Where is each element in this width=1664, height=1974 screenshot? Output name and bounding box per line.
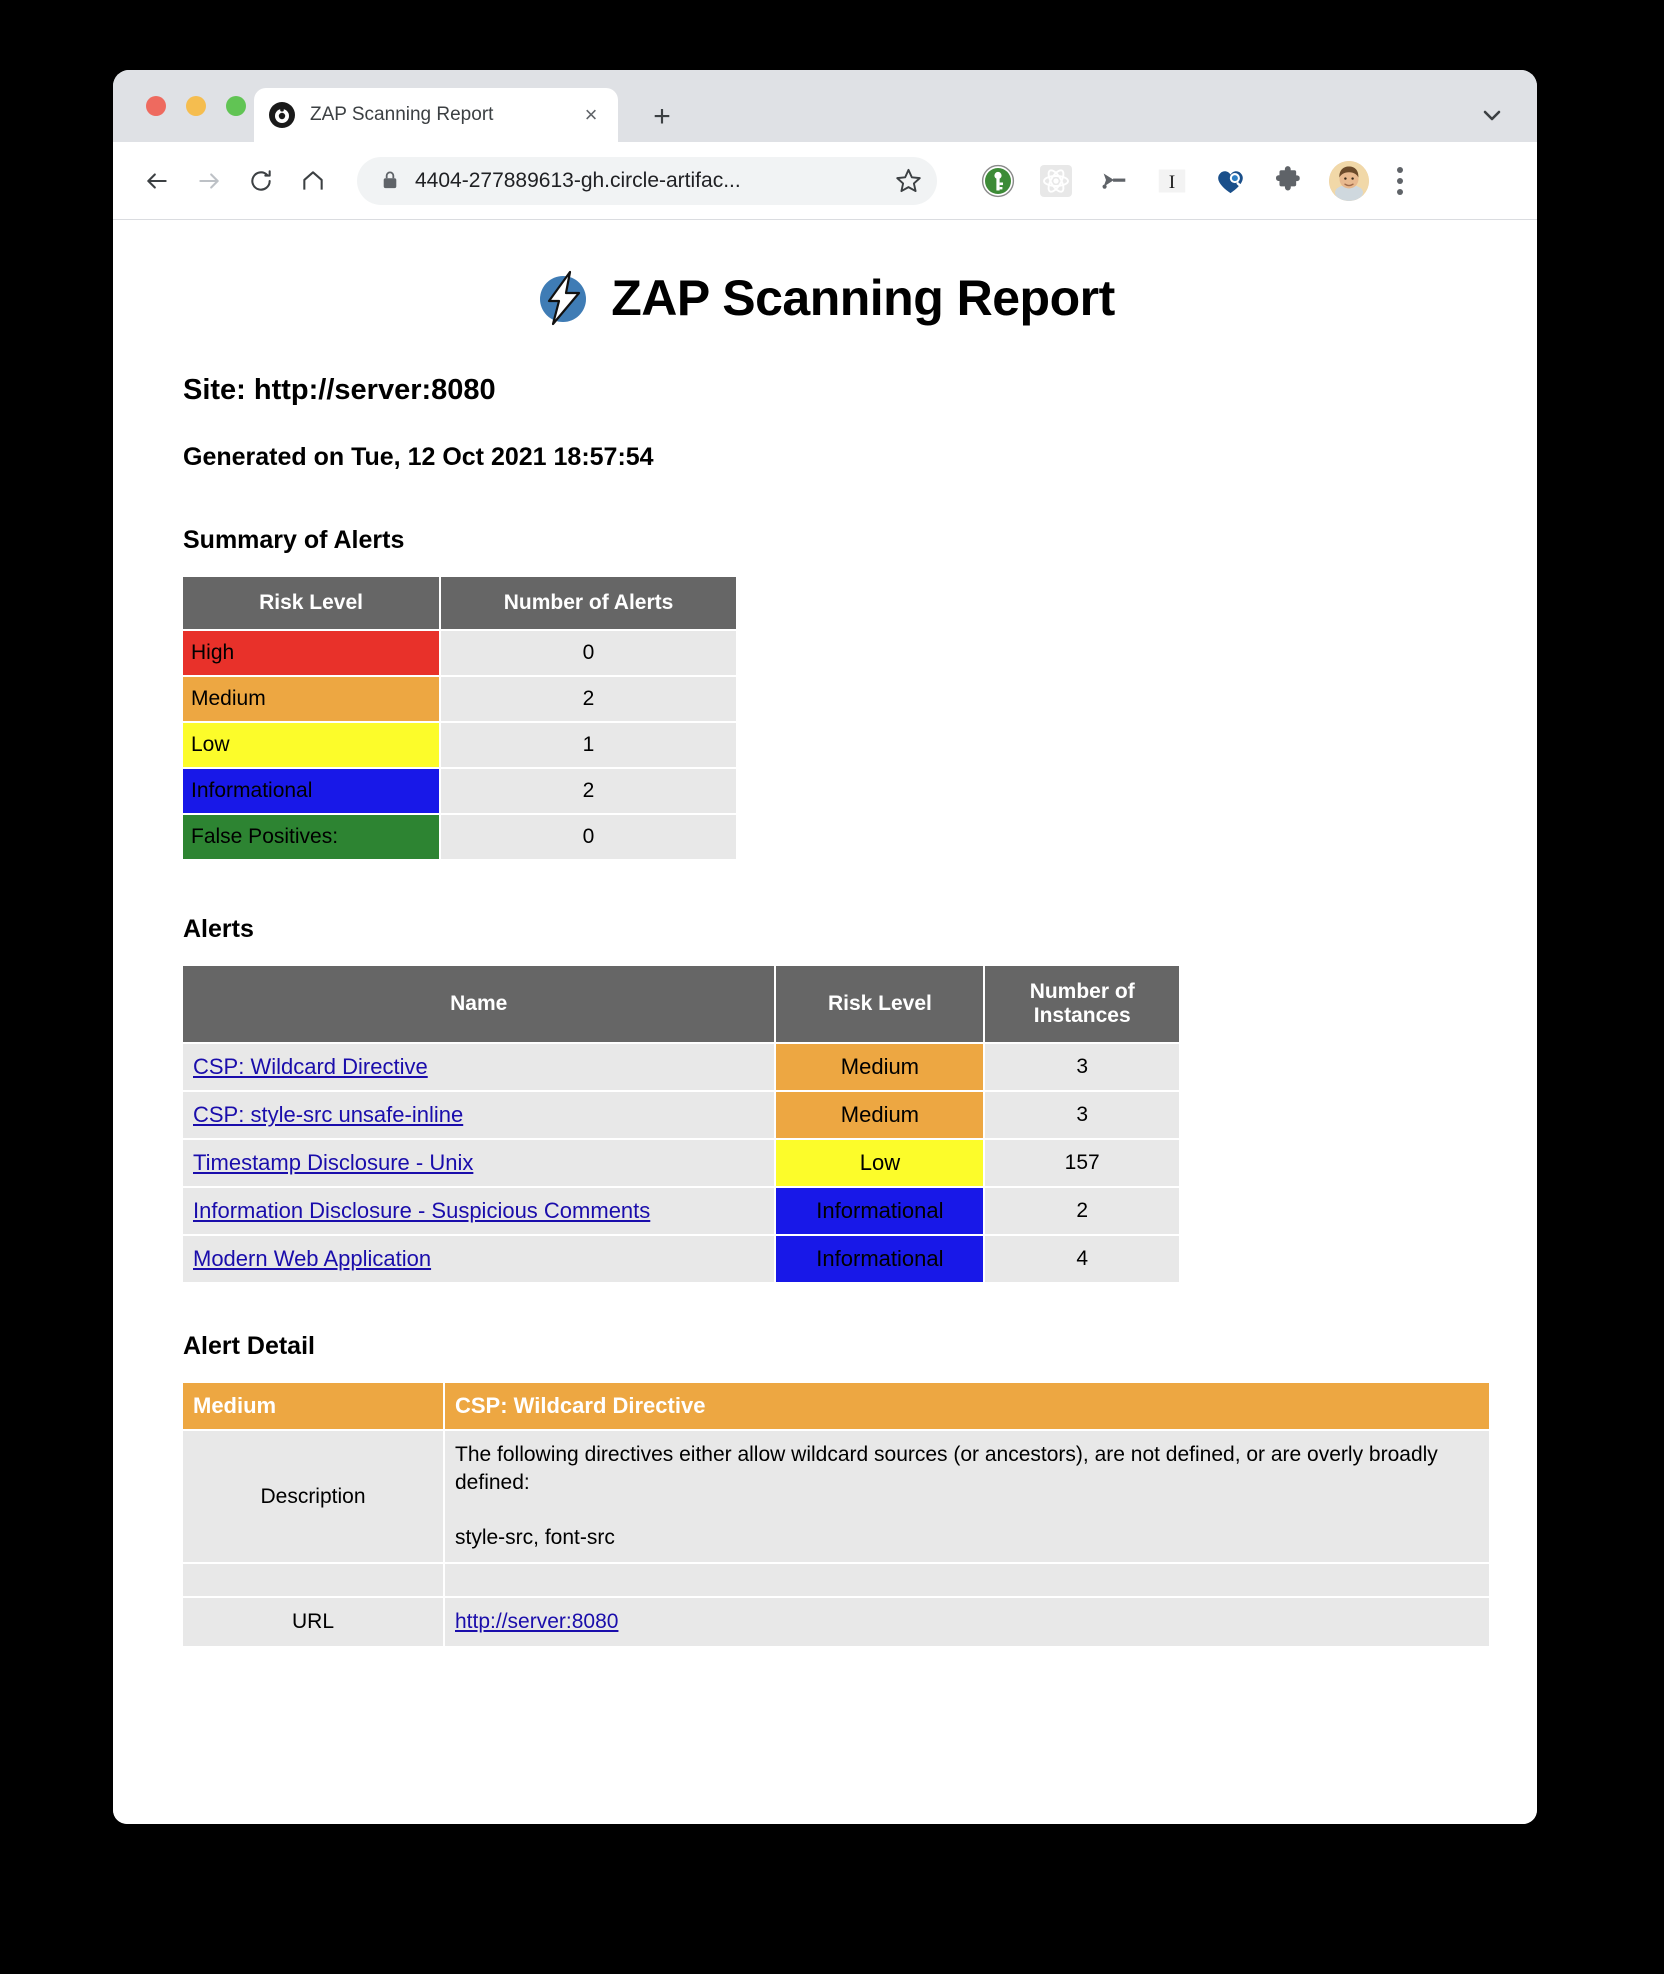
count-cell-false-positives: 0 bbox=[441, 815, 736, 859]
description-label: Description bbox=[183, 1431, 443, 1562]
spacer-cell-right bbox=[445, 1564, 1489, 1596]
table-row bbox=[183, 723, 736, 767]
alert-name-cell bbox=[183, 1140, 774, 1186]
risk-cell-high: High bbox=[183, 631, 439, 675]
site-heading: Site: http://server:8080 bbox=[183, 374, 496, 406]
alert-risk-cell: Informational bbox=[776, 1188, 983, 1234]
summary-header-number-of-alerts: Number of Alerts bbox=[441, 577, 736, 629]
alert-link-csp-wildcard-directive[interactable]: CSP: Wildcard Directive bbox=[193, 1054, 428, 1079]
alert-risk-cell: Low bbox=[776, 1140, 983, 1186]
alerts-heading: Alerts bbox=[183, 915, 254, 943]
browser-window bbox=[113, 70, 1537, 1824]
avatar[interactable] bbox=[1329, 161, 1369, 201]
table-row bbox=[183, 631, 736, 675]
italic-i-icon[interactable] bbox=[1150, 159, 1194, 203]
alert-risk-cell: Medium bbox=[776, 1092, 983, 1138]
risk-cell-low: Low bbox=[183, 723, 439, 767]
reload-button[interactable] bbox=[239, 159, 283, 203]
chevron-down-icon[interactable] bbox=[1477, 100, 1507, 130]
home-button[interactable] bbox=[291, 159, 335, 203]
three-dot-menu-icon[interactable] bbox=[1385, 161, 1415, 201]
react-devtools-icon[interactable] bbox=[1034, 159, 1078, 203]
window-controls bbox=[146, 96, 246, 116]
table-row bbox=[183, 1188, 1179, 1234]
description-text: The following directives either allow wildcard sources (or ancestors), are not defined, or are overly broadly defined: bbox=[455, 1443, 1438, 1495]
url-label: URL bbox=[183, 1598, 443, 1646]
heart-search-icon[interactable] bbox=[1208, 159, 1252, 203]
generated-heading: Generated on Tue, 12 Oct 2021 18:57:54 bbox=[183, 443, 654, 471]
table-row bbox=[183, 1236, 1179, 1282]
close-tab-icon[interactable]: × bbox=[584, 102, 598, 127]
alert-name-cell bbox=[183, 1044, 774, 1090]
alert-risk-cell: Medium bbox=[776, 1044, 983, 1090]
alert-detail-url-row bbox=[183, 1598, 1489, 1646]
risk-cell-informational: Informational bbox=[183, 769, 439, 813]
table-header-row bbox=[183, 966, 1179, 1042]
browser-toolbar bbox=[113, 142, 1537, 220]
table-row bbox=[183, 815, 736, 859]
alert-name-cell bbox=[183, 1092, 774, 1138]
forward-button[interactable] bbox=[187, 159, 231, 203]
back-button[interactable] bbox=[135, 159, 179, 203]
alert-name-cell bbox=[183, 1236, 774, 1282]
description-value bbox=[445, 1431, 1489, 1562]
alert-link-modern-web-application[interactable]: Modern Web Application bbox=[193, 1246, 432, 1271]
alert-instances-cell: 157 bbox=[985, 1140, 1179, 1186]
alert-link-information-disclosure-suspicious-comments[interactable]: Information Disclosure - Suspicious Comments bbox=[193, 1198, 651, 1223]
tab-title: ZAP Scanning Report bbox=[310, 104, 494, 125]
summary-header-risk-level: Risk Level bbox=[183, 577, 439, 629]
new-tab-button[interactable]: + bbox=[653, 100, 671, 133]
alerts-header-risk-level: Risk Level bbox=[776, 966, 983, 1042]
table-row bbox=[183, 769, 736, 813]
alerts-table bbox=[181, 964, 1181, 1284]
report-header bbox=[153, 268, 1497, 328]
alert-detail-name: CSP: Wildcard Directive bbox=[445, 1383, 1489, 1429]
zap-favicon-icon bbox=[268, 101, 296, 129]
wrench-icon[interactable] bbox=[1092, 159, 1136, 203]
spacer-cell-left bbox=[183, 1564, 443, 1596]
risk-cell-medium: Medium bbox=[183, 677, 439, 721]
risk-cell-false-positives: False Positives: bbox=[183, 815, 439, 859]
browser-tab[interactable] bbox=[254, 88, 618, 142]
table-row bbox=[183, 1044, 1179, 1090]
alert-detail-description-row bbox=[183, 1431, 1489, 1562]
extension-icons bbox=[969, 159, 1415, 203]
alert-detail-header-row bbox=[183, 1383, 1489, 1429]
page-content bbox=[113, 220, 1537, 1824]
puzzle-piece-icon[interactable] bbox=[1266, 159, 1310, 203]
alert-detail-heading: Alert Detail bbox=[183, 1332, 315, 1360]
description-directives: style-src, font-src bbox=[455, 1525, 615, 1549]
table-header-row bbox=[183, 577, 736, 629]
alert-detail-risk: Medium bbox=[183, 1383, 443, 1429]
summary-of-alerts-table bbox=[181, 575, 738, 861]
url-text: 4404-277889613-gh.circle-artifac... bbox=[415, 168, 741, 192]
keepass-key-icon[interactable] bbox=[976, 159, 1020, 203]
maximize-window-button[interactable] bbox=[226, 96, 246, 116]
alerts-header-number-of-instances bbox=[985, 966, 1179, 1042]
alert-link-csp-style-src-unsafe-inline[interactable]: CSP: style-src unsafe-inline bbox=[193, 1102, 464, 1127]
count-cell-medium: 2 bbox=[441, 677, 736, 721]
url-value-cell bbox=[445, 1598, 1489, 1646]
alert-instances-cell: 4 bbox=[985, 1236, 1179, 1282]
alerts-header-name: Name bbox=[183, 966, 774, 1042]
minimize-window-button[interactable] bbox=[186, 96, 206, 116]
table-row bbox=[183, 1092, 1179, 1138]
table-row bbox=[183, 677, 736, 721]
lock-icon bbox=[381, 170, 401, 192]
alert-detail-table bbox=[181, 1381, 1491, 1648]
table-row bbox=[183, 1140, 1179, 1186]
alert-link-timestamp-disclosure-unix[interactable]: Timestamp Disclosure - Unix bbox=[193, 1150, 474, 1175]
alert-detail-spacer-row bbox=[183, 1564, 1489, 1596]
page-title: ZAP Scanning Report bbox=[611, 270, 1115, 326]
alert-risk-cell: Informational bbox=[776, 1236, 983, 1282]
alert-name-cell bbox=[183, 1188, 774, 1234]
count-cell-low: 1 bbox=[441, 723, 736, 767]
close-window-button[interactable] bbox=[146, 96, 166, 116]
alerts-header-instances-line1: Number of bbox=[1029, 980, 1135, 1003]
alert-instances-cell: 3 bbox=[985, 1044, 1179, 1090]
address-bar[interactable] bbox=[357, 157, 937, 205]
description-spacer bbox=[455, 1498, 1479, 1524]
tab-strip bbox=[113, 70, 1537, 142]
alert-instances-cell: 2 bbox=[985, 1188, 1179, 1234]
alert-instances-cell: 3 bbox=[985, 1092, 1179, 1138]
url-link[interactable]: http://server:8080 bbox=[455, 1610, 619, 1634]
alerts-header-instances-line2: Instances bbox=[1033, 1004, 1131, 1027]
zap-lightning-logo-icon bbox=[535, 268, 595, 328]
summary-of-alerts-heading: Summary of Alerts bbox=[183, 526, 405, 554]
svg-text:I: I bbox=[1168, 171, 1176, 193]
count-cell-high: 0 bbox=[441, 631, 736, 675]
star-icon[interactable] bbox=[891, 164, 925, 198]
count-cell-informational: 2 bbox=[441, 769, 736, 813]
